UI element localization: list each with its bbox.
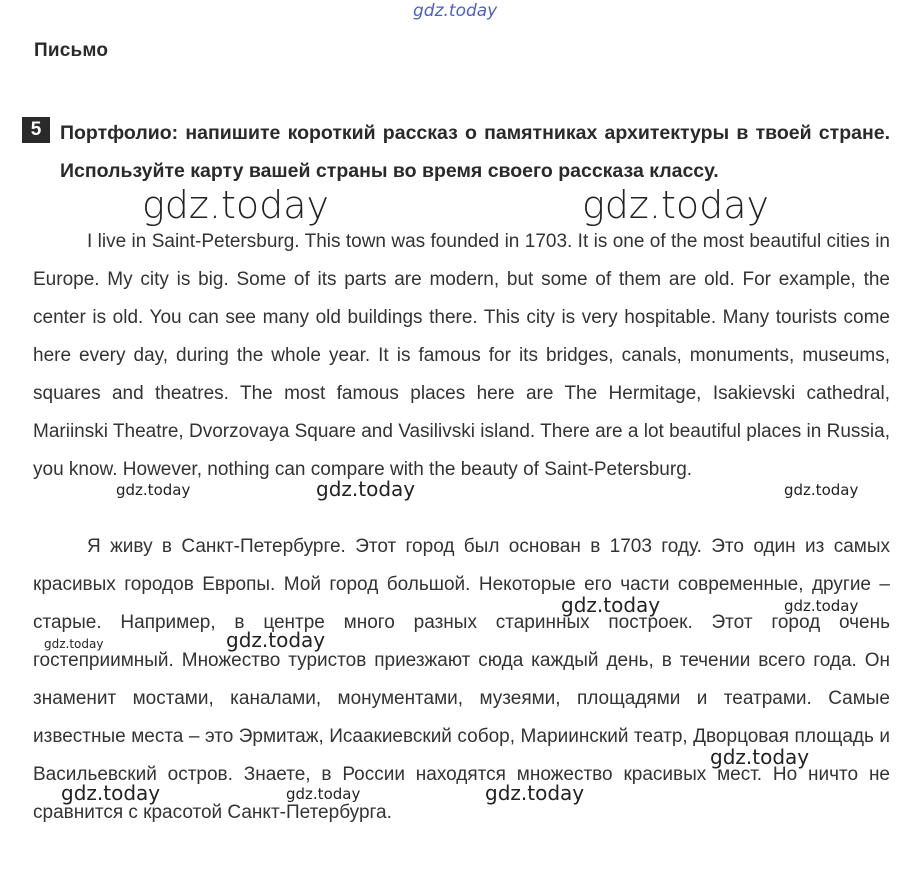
watermark-top: gdz.today [413,1,498,21]
watermark: gdz.today [116,481,191,499]
watermark: gdz.today [226,628,326,652]
watermark: gdz.today [61,781,161,805]
watermark: gdz.today [44,637,104,651]
english-paragraph: I live in Saint-Petersburg. This town was founded in 1703. It is one of the most beautiful cities in Europe. My city is big. Some of its parts are modern, but some of them are old. For example, the center is old. You can see many old buildings there. This city is very hospitable. Many tourists come here every day, during the whole year. It is famous for its bridges, canals, monuments, museums, squares and theatres. The most famous places here are The Hermitage, Isakievski cathedral, Mariinski Theatre, Dvorzovaya Square and Vasilivski island. There are a lot beautiful places in Russia, you know. However, nothing can compare with the beauty of Saint-Petersburg. [33,231,890,480]
watermark: gdz.today [784,597,859,615]
task-number-badge: 5 [22,117,50,143]
watermark: gdz.today [710,745,810,769]
watermark: gdz.today [316,477,416,501]
watermark: gdz.today [582,183,769,227]
russian-paragraph: Я живу в Санкт-Петербурге. Этот город был основан в 1703 году. Это один из самых красивых городов Европы. Мой город большой. Некоторые его части современные, другие – старые. Например, в центре много разных старинных построек. Этот город очень гостеприимный. Множество туристов приезжают сюда каждый день, в течении всего года. Он знаменит мостами, каналами, монументами, музеями, площадями и театрами. Самые известные места – это Эрмитаж, Исаакиевский собор, Мариинский театр, Дворцовая площадь и Васильевский остров. Знаете, в России находятся множество красивых мест. Но ничто не сравнится с красотой Санкт-Петербурга. [33,536,890,823]
watermark: gdz.today [286,785,361,803]
watermark: gdz.today [784,481,859,499]
section-title: Письмо [34,40,109,61]
task-instruction: Портфолио: напишите короткий рассказ о памятниках архитектуры в твоей стране. Используйте карту вашей страны во время своего рассказа классу. [60,122,890,182]
watermark: gdz.today [142,183,329,227]
watermark: gdz.today [485,781,585,805]
watermark: gdz.today [561,593,661,617]
